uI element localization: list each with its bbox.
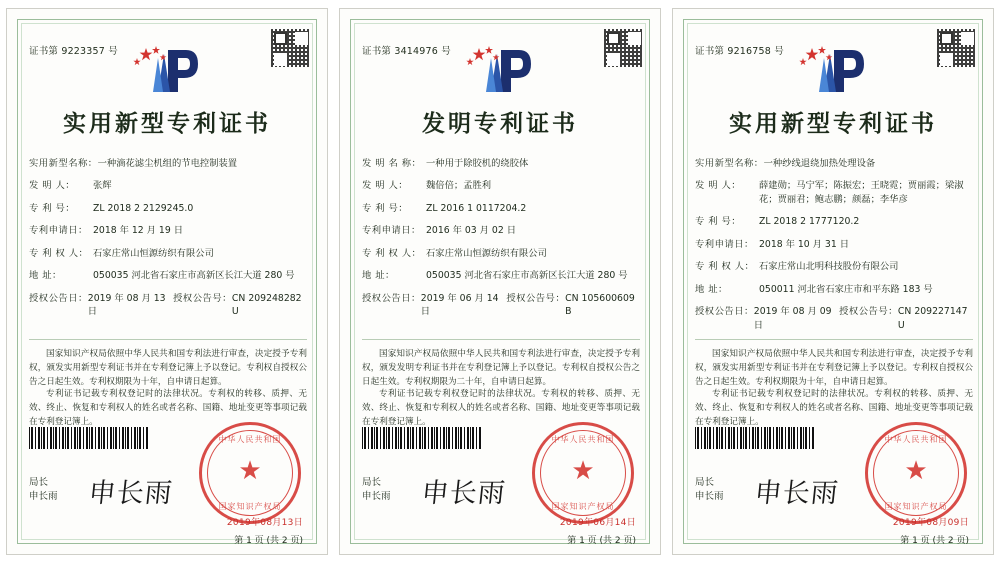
seal-star: ★ bbox=[904, 455, 928, 486]
issuer-block bbox=[695, 476, 724, 505]
field-row bbox=[695, 238, 973, 251]
field-value: 石家庄常山恒源纺织有限公司 bbox=[93, 247, 214, 259]
certificate-title: 发明专利证书 bbox=[422, 110, 578, 137]
legal-paragraph-1: 国家知识产权局依照中华人民共和国专利法进行审查，决定授予专利权，颁发实用新型专利证书并在专利登记簿上予以登记。专利权自授权公告之日起生效。专利权期限为十年，自申请日起算。 bbox=[29, 349, 307, 388]
field-row bbox=[29, 247, 307, 260]
announce-value: CN 209248282 U bbox=[231, 292, 302, 318]
issuer-name: 申长雨 bbox=[362, 490, 391, 502]
announce-no-group bbox=[506, 292, 640, 319]
grant-date-value: 2019 年 08 月 09 日 bbox=[753, 306, 832, 331]
field-value: 2018 年 10 月 31 日 bbox=[759, 238, 849, 250]
field-value: 薛建勋；马宁军；陈振宏；王晓霓；贾丽霞；梁淑花；贾丽君；鲍志鹏；颜磊；李华彦 bbox=[759, 180, 964, 205]
certificate-fields bbox=[695, 157, 973, 341]
official-red-seal-icon bbox=[865, 422, 967, 524]
field-value: 050035 河北省石家庄市高新区长江大道 280 号 bbox=[426, 270, 628, 282]
field-row bbox=[362, 157, 640, 170]
announce-value: CN 105600609 B bbox=[565, 292, 635, 318]
grant-date-group bbox=[362, 292, 506, 319]
seal-arc-top: 中华人民共和国 bbox=[551, 435, 615, 444]
official-red-seal-icon bbox=[532, 422, 634, 524]
grant-row bbox=[362, 292, 640, 319]
issuer-name: 申长雨 bbox=[695, 490, 724, 502]
field-row bbox=[362, 247, 640, 260]
field-value: 一种用于除胶机的绕胶体 bbox=[426, 158, 529, 169]
grant-date-label: 授权公告日： bbox=[695, 306, 754, 318]
grant-date-value: 2019 年 08 月 13 日 bbox=[87, 292, 166, 318]
legal-paragraph-2: 专利证书记载专利权登记时的法律状况。专利权的转移、质押、无效、终止、恢复和专利权人的姓名或者名称、国籍、地址变更等事项记载在专利登记簿上。 bbox=[362, 389, 640, 428]
field-row bbox=[362, 269, 640, 282]
field-label: 发 明 人： bbox=[362, 180, 409, 192]
seal-date: 2019年08月13日 bbox=[226, 518, 303, 528]
announce-label: 授权公告号： bbox=[173, 292, 232, 304]
field-row bbox=[29, 202, 307, 215]
field-row bbox=[362, 202, 640, 215]
announce-label: 授权公告号： bbox=[506, 292, 566, 304]
field-value: ZL 2016 1 0117204.2 bbox=[426, 202, 527, 214]
issuer-block bbox=[29, 476, 58, 505]
field-value: 2016 年 03 月 02 日 bbox=[426, 225, 516, 237]
field-value: ZL 2018 2 1777120.2 bbox=[759, 216, 860, 228]
seal-arc-bottom: 国家知识产权局 bbox=[884, 502, 948, 511]
field-row bbox=[29, 157, 307, 170]
certificate-title: 实用新型专利证书 bbox=[63, 110, 271, 137]
field-label: 专 利 号： bbox=[362, 202, 409, 214]
field-value: 石家庄常山北明科技股份有限公司 bbox=[759, 261, 899, 273]
field-label: 专利申请日： bbox=[695, 238, 754, 250]
field-label: 专 利 号： bbox=[695, 216, 742, 228]
grant-row bbox=[29, 292, 307, 319]
seal-arc-bottom: 国家知识产权局 bbox=[551, 502, 615, 511]
field-label: 专利申请日： bbox=[29, 225, 88, 237]
field-row bbox=[29, 179, 307, 192]
cnipa-emblem-icon bbox=[673, 41, 993, 99]
legal-paragraph-2: 专利证书记载专利权登记时的法律状况。专利权的转移、质押、无效、终止、恢复和专利权人的姓名或者名称、国籍、地址变更等事项记载在专利登记簿上。 bbox=[29, 389, 307, 428]
field-value: 魏倍倍；孟胜利 bbox=[426, 180, 492, 192]
certificate-card bbox=[339, 8, 661, 555]
field-value: 一种滴花滤尘机组的节电控制装置 bbox=[97, 158, 238, 169]
grant-date-value: 2019 年 06 月 14 日 bbox=[420, 292, 499, 318]
divider bbox=[29, 339, 307, 340]
announce-no-group bbox=[173, 292, 307, 319]
grant-date-group bbox=[29, 292, 173, 319]
field-label: 实用新型名称： bbox=[29, 158, 98, 169]
field-row bbox=[695, 283, 973, 296]
grant-date-label: 授权公告日： bbox=[29, 292, 88, 304]
official-red-seal-icon bbox=[199, 422, 301, 524]
grant-row bbox=[695, 305, 973, 332]
seal-arc-top: 中华人民共和国 bbox=[884, 435, 948, 444]
page-number: 第 1 页 (共 2 页) bbox=[234, 536, 303, 546]
field-value: 一种纱线退绕加热处理设备 bbox=[763, 158, 876, 169]
page-number: 第 1 页 (共 2 页) bbox=[900, 536, 969, 546]
field-row bbox=[695, 179, 973, 206]
field-value: 050035 河北省石家庄市高新区长江大道 280 号 bbox=[93, 270, 295, 282]
cnipa-emblem-icon bbox=[340, 41, 660, 99]
field-label: 实用新型名称： bbox=[695, 158, 764, 169]
field-label: 地 址： bbox=[695, 283, 728, 295]
field-value: 石家庄常山恒源纺织有限公司 bbox=[426, 247, 547, 259]
issuer-name: 申长雨 bbox=[29, 490, 58, 502]
field-row bbox=[362, 224, 640, 237]
field-label: 地 址： bbox=[29, 270, 62, 282]
handwritten-signature: 申长雨 bbox=[87, 478, 175, 509]
field-row bbox=[362, 179, 640, 192]
issuer-title: 局长 bbox=[695, 476, 715, 488]
field-row bbox=[29, 269, 307, 282]
legal-paragraph-1: 国家知识产权局依照中华人民共和国专利法进行审查，决定授予专利权，颁发实用新型专利证书并在专利登记簿上予以登记。专利权自授权公告之日起生效。专利权期限为十年，自申请日起算。 bbox=[695, 349, 973, 388]
seal-arc-bottom: 国家知识产权局 bbox=[218, 502, 282, 511]
field-label: 发 明 人： bbox=[695, 180, 742, 192]
field-row bbox=[695, 260, 973, 273]
announce-label: 授权公告号： bbox=[839, 306, 898, 318]
seal-star: ★ bbox=[571, 455, 595, 486]
certificate-number: 证书第 9223357 号 bbox=[29, 46, 118, 57]
field-row bbox=[29, 224, 307, 237]
issuer-block bbox=[362, 476, 391, 505]
announce-value: CN 209227147 U bbox=[897, 306, 968, 331]
seal-date: 2019年08月09日 bbox=[892, 518, 969, 528]
barcode-icon bbox=[362, 427, 482, 449]
field-value: 2018 年 12 月 19 日 bbox=[93, 225, 183, 237]
grant-date-group bbox=[695, 305, 839, 332]
page-number: 第 1 页 (共 2 页) bbox=[567, 536, 636, 546]
seal-star: ★ bbox=[238, 455, 262, 486]
legal-paragraph-1: 国家知识产权局依照中华人民共和国专利法进行审查，决定授予专利权，颁发发明专利证书并在专利登记簿上予以登记。专利权自授权公告之日起生效。专利权期限为二十年，自申请日起算。 bbox=[362, 349, 640, 388]
field-label: 地 址： bbox=[362, 270, 395, 282]
field-value: ZL 2018 2 2129245.0 bbox=[93, 202, 194, 214]
certificate-card bbox=[6, 8, 328, 555]
certificate-number: 证书第 9216758 号 bbox=[695, 46, 784, 57]
field-value: 张辉 bbox=[93, 180, 112, 192]
handwritten-signature: 申长雨 bbox=[753, 478, 841, 509]
announce-no-group bbox=[839, 305, 973, 332]
field-label: 专 利 权 人： bbox=[362, 247, 422, 259]
field-label: 发 明 人： bbox=[29, 180, 76, 192]
grant-date-label: 授权公告日： bbox=[362, 292, 421, 304]
seal-arc-top: 中华人民共和国 bbox=[218, 435, 282, 444]
field-label: 专 利 权 人： bbox=[29, 247, 89, 259]
field-label: 发 明 名 称： bbox=[362, 158, 422, 169]
barcode-icon bbox=[695, 427, 815, 449]
legal-paragraph-2: 专利证书记载专利权登记时的法律状况。专利权的转移、质押、无效、终止、恢复和专利权人的姓名或者名称、国籍、地址变更等事项记载在专利登记簿上。 bbox=[695, 389, 973, 428]
divider bbox=[695, 339, 973, 340]
issuer-title: 局长 bbox=[362, 476, 382, 488]
certificate-fields bbox=[29, 157, 307, 328]
certificate-fields bbox=[362, 157, 640, 328]
field-label: 专利申请日： bbox=[362, 225, 421, 237]
handwritten-signature: 申长雨 bbox=[420, 478, 508, 509]
certificate-title: 实用新型专利证书 bbox=[729, 110, 937, 137]
field-label: 专 利 权 人： bbox=[695, 261, 755, 273]
barcode-icon bbox=[29, 427, 149, 449]
divider bbox=[362, 339, 640, 340]
field-row bbox=[695, 215, 973, 228]
seal-date: 2019年06月14日 bbox=[559, 518, 636, 528]
issuer-title: 局长 bbox=[29, 476, 49, 488]
certificate-card bbox=[672, 8, 994, 555]
certificate-number: 证书第 3414976 号 bbox=[362, 46, 451, 57]
field-value: 050011 河北省石家庄市和平东路 183 号 bbox=[759, 283, 933, 295]
field-row bbox=[695, 157, 973, 170]
cnipa-emblem-icon bbox=[7, 41, 327, 99]
field-label: 专 利 号： bbox=[29, 202, 76, 214]
